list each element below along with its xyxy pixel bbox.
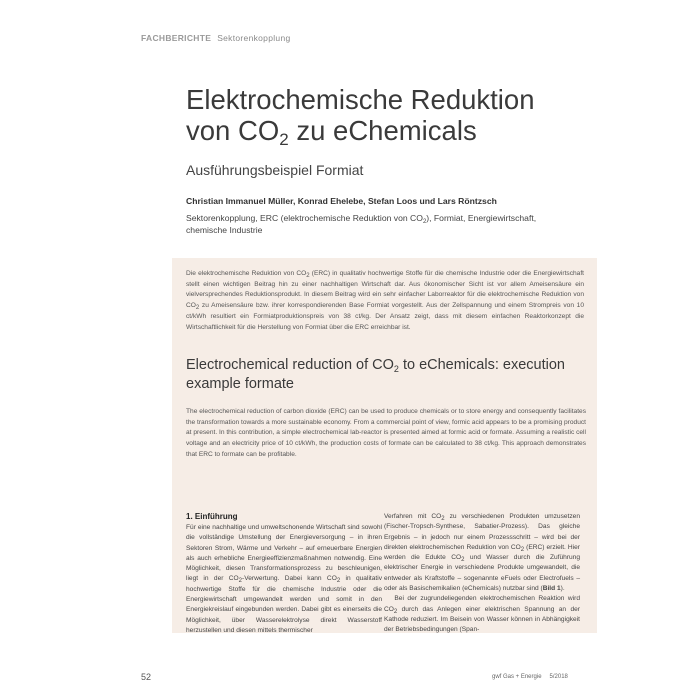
title-line2-pre: von CO [186, 115, 280, 146]
abstract-de-part3: zu Ameisensäure bzw. ihrer korrespondierenden Base Formiat vorgestellt. Aus der Zellspannung und einem Strompreis von 10 ct/kWh resultiert ein Formiatproduktionspreis von 38 ct/kg. Der Ansatz zeigt, dass mit diesem einfachen Reaktorkonzept die Wirtschaftlichkeit für die Herstellung von Formiat über die ERC erreichbar ist. [186, 302, 584, 331]
article-subtitle: Ausführungsbeispiel Formiat [186, 162, 364, 178]
title-line2-sub: 2 [279, 130, 289, 149]
intro-part3: in qualitativ hochwertige Stoffe für die chemische Industrie oder die Energiewirtschaft umgewandelt werden und somit in den Energiekreislauf eingebunden werden. Dabei gibt es einerseits die Möglichkeit, über Wasserelektrolyse direkt Wasserstoff herzustellen und diesen mittels thermischer [186, 575, 382, 634]
cont-part2: zu verschiedenen Produkten umzusetzen (Fischer-Tropsch-Synthese, Sabatier-Prozess). Das gleiche Ergebnis – in jedoch nur einem Prozessschritt – wird bei der direkten elektrochemischen Reduktion von CO [384, 513, 580, 551]
cont-part1: Verfahren mit CO [384, 513, 442, 520]
abstract-de-sub2: 2 [195, 305, 200, 312]
running-header [141, 33, 291, 43]
header-section: Sektorenkopplung [217, 33, 291, 43]
reaction-part1: Bei der zugrundeliegenden elektrochemischen Reaktion wird CO [384, 595, 580, 613]
intro-sub1: 2 [238, 578, 243, 585]
abstract-de-part1: Die elektrochemische Reduktion von CO [186, 270, 307, 277]
abstract-de-part2: (ERC) in qualitativ hochwertige Stoffe für die chemische Industrie oder die Energiewirtschaft stellt einen wichtigen Beitrag hin zu einer nachhaltigen Wirtschaft dar. Aus ökonomischer Sicht ist vor allem Ameisensäure ein vielversprechendes Reduktionsprodukt. In diesem Beitrag wird ein sehr einfacher Laborreaktor für die elektrochemische Reduktion von CO [186, 270, 584, 310]
cont-part4: und Wasser durch die Zuführung elektrischer Energie in verschiedene Produkte umgewandelt, die entweder als Kraftstoffe – sogenannte eFuels oder Electrofuels – oder als Basischemikalien (eChemicals) nutzbar sind ( [384, 554, 580, 593]
english-title-sub: 2 [393, 364, 399, 374]
intro-part1: Für eine nachhaltige und umweltschonende Wirtschaft sind sowohl die vollständige Umstellung der Energieversorgung – in ihren Sektoren Strom, Wärme und Verkehr – auf erneuerbare Energien als auch erhebliche Energieeffizienzmaßnahmen notwendig. Eine Möglichkeit, diesen Transformationsprozess zu beschleunigen, liegt in der CO [186, 524, 382, 583]
cont-sub1: 2 [441, 516, 445, 522]
authors: Christian Immanuel Müller, Konrad Ehelebe, Stefan Loos und Lars Röntzsch [186, 196, 497, 206]
english-title-post: to eChemicals: execution example formate [186, 357, 565, 392]
abstract-de-sub1: 2 [306, 273, 310, 279]
english-title-pre: Electrochemical reduction of CO [186, 357, 394, 373]
cont-sub3: 2 [461, 557, 465, 564]
title-line2-post: zu eChemicals [288, 115, 477, 146]
english-title [186, 356, 586, 394]
cont-part3: (ERC) erzielt. Hier werden die Edukte CO [384, 543, 580, 562]
reaction-sub: 2 [393, 608, 398, 615]
intro-part2: -Verwertung. Dabei kann CO [242, 575, 337, 583]
paragraph-continued [384, 512, 580, 594]
paragraph-intro [186, 523, 382, 636]
intro-sub2: 2 [336, 578, 341, 585]
figure-reference: Bild 1 [542, 585, 561, 593]
footer-publication [492, 674, 568, 680]
keywords-pre: Sektorenkopplung, ERC (elektrochemische Reduktion von CO [186, 213, 423, 223]
keywords [186, 213, 576, 236]
header-category: FACHBERICHTE [141, 33, 212, 43]
page-number: 52 [141, 672, 152, 682]
publication-issue: 5/2018 [549, 674, 568, 680]
publication-name: gwf Gas + Energie [492, 674, 542, 680]
article-title [186, 84, 535, 149]
abstract-german [186, 269, 584, 333]
reaction-part2: durch das Anlegen einer elektrischen Spannung an der Kathode reduziert. Im Beisein von Wasser können in Abhängigkeit der Betriebsbedingungen (Span- [384, 605, 580, 634]
body-column-left [186, 512, 382, 636]
cont-sub2: 2 [520, 546, 525, 553]
keywords-post: ), Formiat, Energiewirtschaft, chemische Industrie [186, 213, 537, 235]
section-heading: 1. Einführung [186, 512, 238, 521]
keywords-sub: 2 [422, 219, 427, 225]
paragraph-reaction [384, 594, 580, 635]
cont-part5: ). [560, 585, 565, 593]
body-column-right [384, 512, 580, 636]
abstract-english: The electrochemical reduction of carbon dioxide (ERC) can be used to produce chemicals or to store energy and consequently facilitates the transformation towards a more sustainable economy. From a commercial point of view, formic acid appears to be a promising product at present. In this contribution, a simple electrochemical lab-reactor is presented aimed at formic acid or formate. Assuming a realistic cell voltage and an electricity price of 10 ct/kWh, the production costs of formate can be calculated to 38 ct/kg. This approach demonstrates that ERC to formate can be profitable. [186, 408, 586, 458]
title-line1: Elektrochemische Reduktion [186, 84, 535, 115]
